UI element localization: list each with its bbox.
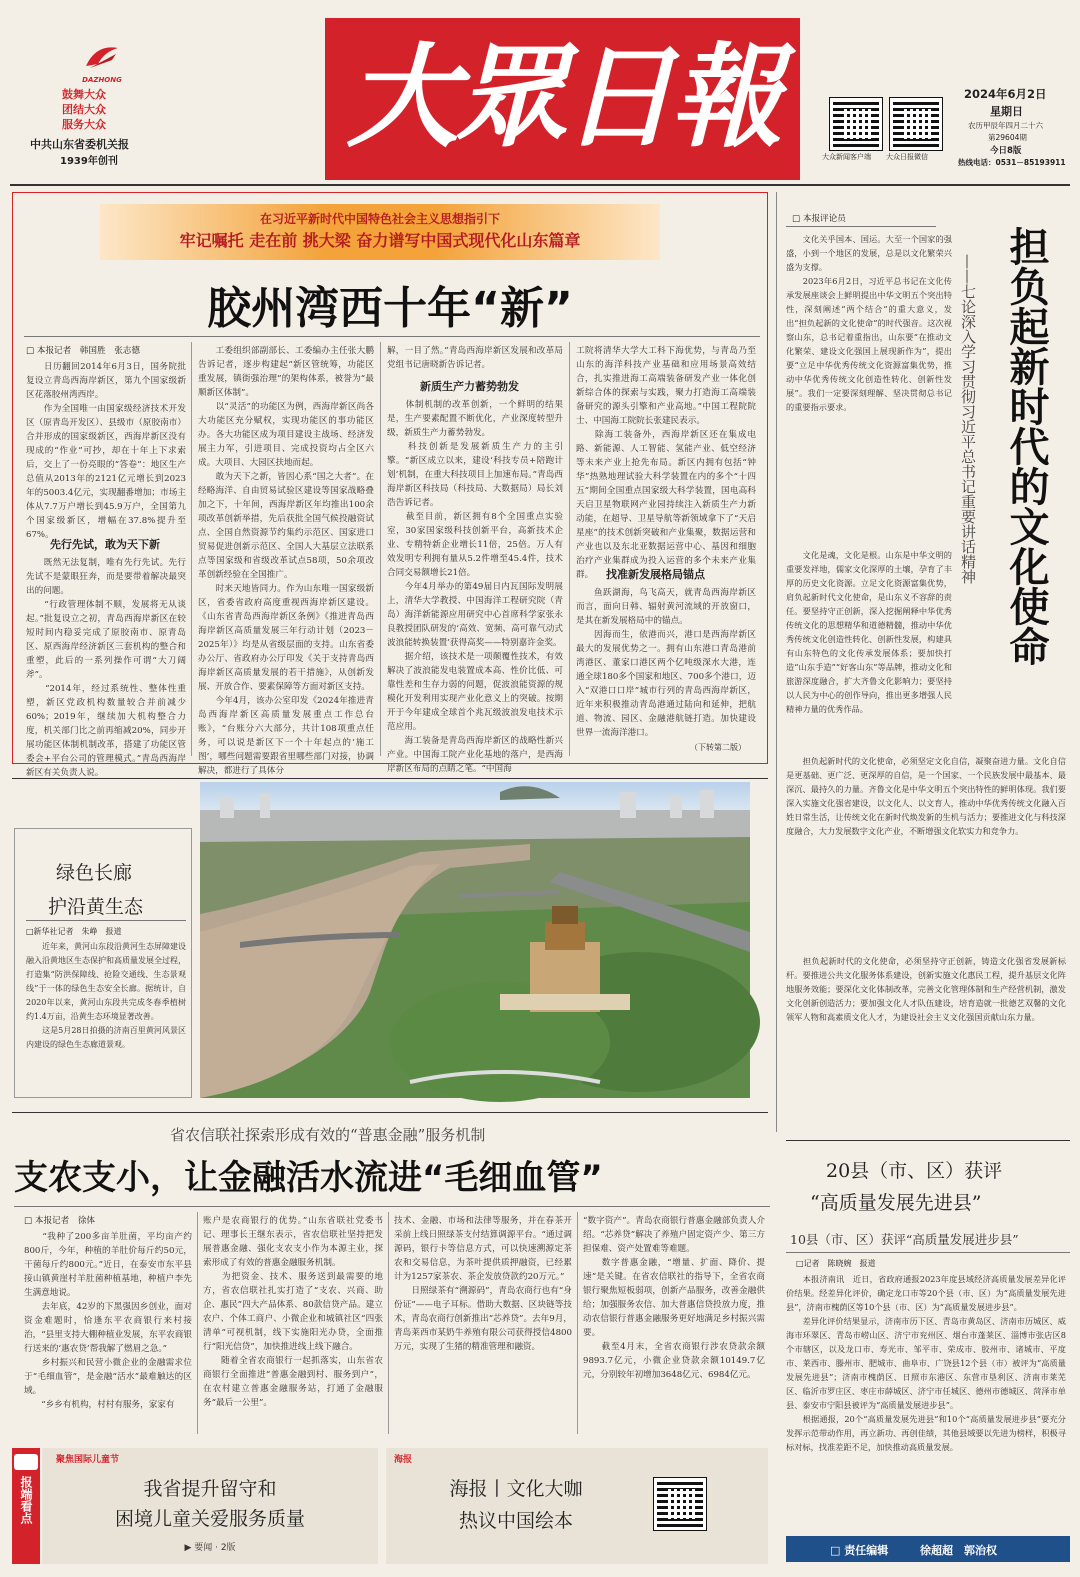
teaser-2[interactable] [386,1448,768,1564]
lead-col-2: 工委组织部副部长、工委编办主任张大鹏告诉记者，逐步构建起“新区管统筹，功能区重发展，镇街强治理”的架构体系，被誉为“最顺新区体制”。 以“灵活”的功能区为例，西海岸新区尚各大功能区充分赋权，实现功能区的事功能区办。各大功能区成为项目建设主战场、经济发展主力军，引进项目、完成投资均占全区六成。大项目、大园区扶地而起。 敢为天下之新，皆因心系“国之大者”。在经略海洋、自由贸易试验区建设等国家战略叠加之下，十年间，西海岸新区年均推出100余项改革创新举措，先后获批全国气候投融资试点、全国自然资源节约集约示范区、国家进口贸易促进创新示范区、全国人大基层立法联系点等国家级和省级改革试点58项，50余项改革创新经验在全国推广。 时来天地皆同力。作为山东唯一国家级新区，省委省政府高度重视西海岸新区建设。《山东省青岛西海岸新区条例》《推进青岛西海岸新区高质量发展三年行动计划（2023－2025年）》均是从省级层面的支持。山东省委办公厅、省政府办公厅印发《关于支持青岛西海岸新区高质量发展的若干措施》，从创新发展、开放合作、要素保障等方面对新区支持。 今年4月，该办公室印发《2024年推进青岛西海岸新区高质量发展重点工作总台账》，“台账分六大部分，共计108项重点任务，可以说是新区下一个十年起点的‘施工图’，哪些问题需要跟省里哪些部门对接，协调解决，都进行了具体分 [198,346,374,776]
footer-side-tab [12,1448,40,1564]
nameplate [325,18,800,180]
commentary-title [1000,226,1064,666]
lead-headline: 胶州湾西十年“新” [207,283,573,334]
award-subhead: 10县（市、区）获评“高质量发展进步县” [790,1232,1019,1247]
continued-note[interactable]: （下转第二版） [690,743,746,752]
slogan-1: 鼓舞大众 [62,88,106,101]
finance-col-4: “数字资产”。青岛农商银行普惠金融部负责人介绍。“芯养贷”解决了养殖户固定资产少、第三方担保难、资产处置难等难题。 数字普惠金融，“增量、扩面、降价、提速”是关键。在省农信联社的指导下，全省农商银行聚焦短板弱项，创新产品服务，改善金融供给；加强服务农信、加大普惠信贷投放力度，推动农信银行普惠金融服务更好地满足乡村振兴需要。 截至4月末，全省农商银行涉农贷款余额9893.7亿元，小微企业贷款余额10149.7亿元，分别较年初增加3648亿元、6984亿元。 [583,1216,765,1380]
footer-side-text: 报端看点 [19,1476,33,1524]
mini-logo-icon [14,1454,38,1470]
issue-number: 第29604期 [988,133,1027,142]
logo-text: DAZHONG [82,76,122,84]
slogan-3: 服务大众 [62,118,106,131]
lead-col-4b: 鱼跃湖海，鸟飞高天，就青岛西海岸新区而言，面向日韩、辐射黄河流域的开放窗口，是其在新发展格局中的锚点。 因海而生，依港而兴，港口是西海岸新区最大的发展优势之一。拥有山东港口青岛港前湾港区、董家口港区两个亿吨级深水大港，连通全球180多个国家和地区、700多个港口，迈入“双港口口岸”城市行列的青岛西海岸新区，近年来积极推动青岛港通过陆向和延伸，把航道、物流、园区、金融港航链打造。加快建设世界一流海洋港口。 [576,588,756,738]
qr-label-app: 大众新闻客户端 [822,153,871,161]
photo-frame [14,828,192,1098]
finance-col-3: 技术、金融、市场和法律等服务，并在春茶开采前上线日照绿茶支付结算调源平台。“通过调源码，银行卡等信息方式，可以快速溯源定茶农和交易信息，为茶叶提供质押融资，已经累计为1257家茶农、茶企发放贷款约20万元。” 日照绿茶有“溯源码”，青岛农商行也有“身份证”——电子耳标。借助大数据、区块链等技术，青岛农商行创新推出“芯养贷”。去年9月，青岛莱西市某奶牛养殖有限公司获得授信4800万元，实现了生猪的精准管理和融资。 [394,1216,572,1352]
finance-headline: 支农支小，让金融活水流进“毛细血管” [14,1158,603,1198]
commentary-p3: 担负起新时代的文化使命，必须坚定文化自信，凝聚奋进力量。文化自信是更基础、更广泛、更深厚的自信，是一个国家、一个民族发展中最基本、最深沉、最持久的力量。齐鲁文化是中华文明五个突出特性的鲜明体现。我们要深入实施文化强省建设，以文化人、以文育人，推动中华优秀传统文化融入百姓日常生活，让传统文化在新时代焕发新的生机与活力；要推进文化与科技深度融合，大力发展数字文化产业，不断增强文化软实力和竞争力。 [786,756,1066,836]
banner-top: 在习近平新时代中国特色社会主义思想指引下 [259,212,500,226]
teaser-2-tag: 海报 [394,1455,413,1465]
lead-col-4a: 工院将清华大学大工科下海优势，与青岛乃至山东的海洋科技产业基础和应用场景高效结合，扎实推进海工高端装备研发产业一体化创新综合体的探索与实践，聚力打造海工高端装备研究的源头引擎和产业高地。”中国工程院院士、中国海工院院长张建民表示。 除海工装备外，西海岸新区还在集成电路、新能源、人工智能、氢能产业、低空经济等未来产业上抢先布局。新区内拥有包括“钟华”热熟地理试验大科学装置在内的多个“十四五”期间全国重点国家级大科学装置，国电高科天启卫星物联网产业园持续注入新质生产力新动能，在超导、卫星导航等新领域拿下了“天启星座”的技术创新突破和产业集聚，数据运营和产业也以及东北亚数据运营中心、基因和细胞治疗产业集群成为投入运营的多个未来产业集群。 [576,346,756,580]
photo-headline-2: 护沿黄生态 [48,896,144,918]
slogan-2: 团结大众 [62,103,106,116]
commentary-p1: 文化关乎国本、国运。大至一个国家的强盛，小到一个地区的发展，总是以文化繁荣兴盛为支撑。 2023年6月2日，习近平总书记在文化传承发展座谈会上鲜明提出中华文明五个突出特性，深刻阐述“两个结合”的重大意义，发出“担负起新的文化使命”的时代强音。这次视察山东，总书记着重指出，山东要“在推动文化繁荣、建设文化强国上展现新作为”，提出要“立足中华优秀传统文化资源富集优势，推动中华优秀传统文化创造性转化、创新性发展”。我们一定要深刻理解、坚决贯彻总书记的重要指示要求。 [786,234,952,412]
hotline: 热线电话：0531－85193911 [958,158,1066,167]
teaser-1-line2: 困境儿童关爱服务质量 [114,1508,305,1530]
teaser-1[interactable] [42,1448,378,1564]
teaser-1-tag: 聚焦国际儿童节 [56,1455,120,1465]
lead-col-3a: 解，一目了然。”青岛西海岸新区发展和改革局党组书记唐晓新告诉记者。 [387,346,563,370]
paper-name: 大眾日報 [346,32,779,163]
lead-col-1a: 日历翻回2014年6月3日，国务院批复设立青岛西海岸新区，第九个国家级新区花落胶州湾西岸。 作为全国唯一由国家级经济技术开发区（原青岛开发区）、县级市（原胶南市）合并形成的国家级新区，西海岸新区没有现成的“作业”可抄，却在十年上下求索后，交上了一份亮眼的“答卷”：地区生产总值从2013年的2121亿元增长到2023年的5003.4亿元，实现翻番增加；市场主体从7.7万户增长到45.9万户，全国第九个国家级新区，增幅在37.8%提升至67%。 [26,362,186,540]
masthead [0,0,1080,185]
photo-headline-1: 绿色长廊 [56,862,133,884]
award-body: 本报济南讯 近日，省政府通报2023年度县域经济高质量发展差异化评价结果。经差异化评价，确定龙口市等20个县（市、区）为“高质量发展先进县”，济南市槐荫区等10个县（市、区）为“高质量发展进步县”。 差异化评价结果显示，济南市历下区、青岛市黄岛区、济南市历城区、威海市环翠区、青岛市崂山区、济宁市兖州区、烟台市蓬莱区、淄博市张店区8个市辖区，以及龙口市、寿光市、邹平市、荣成市、胶州市、诸城市、平度市、莱西市、滕州市、肥城市、曲阜市、广饶县12个县（市）被评为“高质量发展先进县”；济南市槐荫区、日照市东港区、东营市垦利区、济南市莱芜区、临沂市罗庄区、枣庄市薛城区、济宁市任城区、德州市德城区、菏泽市单县、泰安市宁阳县被评为“高质量发展进步县”。 根据通报，20个“高质量发展先进县”和10个“高质量发展进步县”要充分发挥示范带动作用，再立新功、再创佳绩，其他县域要以先进为榜样，积极寻标对标，找准差距不足，加快推动高质量发展。 [786,1274,1066,1452]
lead-byline: □ 本报记者 韩国胜 张志德 [26,346,140,356]
issue-date: 2024年6月2日 [964,87,1047,101]
teaser-2-line1: 海报丨文化大咖 [449,1478,583,1500]
commentary-subtitle [958,254,988,584]
award-headline-1: 20县（市、区）获评 [826,1160,1003,1182]
commentary-p2: 文化是魂，文化是根。山东是中华文明的重要发祥地，儒家文化深厚的土壤，孕育了丰厚的历史文化资源。立足文化资源富集优势，肩负起新时代文化使命，是山东义不容辞的责任。要坚持守正创新，深入挖掘阐释中华优秀传统文化的思想精华和道德精髓，推动中华优秀传统文化创造性转化、创新性发展，构建具有山东特色的文化传承发展体系；要加快打造“山东手造”“好客山东”等品牌，推动文化和旅游深度融合，扩大齐鲁文化影响力；要坚持以人民为中心的创作导向，推出更多增强人民精神力量的优秀作品。 [786,550,952,714]
weekday: 星期日 [990,105,1023,118]
qr-code-wechat[interactable] [890,98,942,150]
lunar-date: 农历甲辰年四月二十六 [968,121,1043,130]
dazhong-logo [82,42,122,76]
lead-subhead-1: 先行先试，敢为天下新 [50,538,160,551]
photo-caption: 近年来，黄河山东段沿黄河生态屏障建设融入沿黄地区生态保护和高质量发展全过程，打造集“防洪保障线、抢险交通线、生态景观线”于一体的绿色生态安全长廊。据统计，自2020年以来，黄河山东段共完成冬春季植树约1.4万亩，沿黄生态环境显著改善。 这是5月28日拍摄的济南百里黄河风景区内建设的绿色生态廊道景观。 [26,942,186,1049]
teaser-2-line2: 热议中国绘本 [458,1510,573,1532]
award-byline: □记者 陈晓婉 报道 [796,1259,876,1268]
finance-kicker: 省农信联社探索形成有效的“普惠金融”服务机制 [170,1126,486,1144]
photo-byline: □新华社记者 朱峥 报道 [26,927,122,936]
commentary-p4: 担负起新时代的文化使命，必须坚持守正创新，铸造文化强省发展新标杆。要推进公共文化服务体系建设，创新实施文化惠民工程，提升基层文化阵地服务效能；要深化文化体制改革，完善文化管理体制和生产经营机制，激发文化创新创造活力；要加强文化人才队伍建设，培育造就一批德艺双馨的文化领军人物和高素质文化人才，为建设社会主义文化强国贡献山东力量。 [786,956,1066,1022]
qr-label-wechat: 大众日报微信 [886,153,928,161]
editors-names: 徐超超 郭治权 [920,1544,997,1557]
founded: 1939年创刊 [60,156,118,167]
commentary-byline: □ 本报评论员 [792,214,846,224]
lead-col-1b: 既然无法复制，唯有先行先试。先行先试不是蒙眼狂奔，而是要带着解决最突出的问题。 “行政管理体制不顺，发展将无从谈起。”批复设立之初，青岛西海岸新区在较短时间内稳妥完成了原胶南市、原青岛区、原西海岸经济新区三套机构的整合和重塑，此后的一系列操作可谓“大刀阔斧”。 “2014年，经过系统性、整体性重塑，新区党政机构数量较合并前减少60%；2019年，继续加大机构整合力度，机关部门比之前再缩减20%，同步开展功能区体制机制改革，搭建了功能区管委会+平台公司的管理模式。”青岛西海岸新区有关负责人说。 [26,558,186,778]
commentary-subtitle-text: ——七论深入学习贯彻习近平总书记重要讲话精神 [959,254,977,584]
banner-main: 牢记嘱托 走在前 挑大梁 奋力谱写中国式现代化山东篇章 [179,231,581,250]
editors-bar [786,1536,1070,1562]
qr-code-app[interactable] [830,98,882,150]
finance-col-1: “我种了200多亩羊肚菌，平均亩产约800斤，今年，种植的羊肚价每斤约50元，干菌每斤约800元。”近日，在泰安市东平县接山镇黄崖村羊肚菌种植基地，种植户李先生满意地说。 去年底，42岁的下黑强因乡创业，面对资金难题时，恰逢东平农商银行来村接治，“县里支持大棚种植业发展，东平农商银行送来的‘惠农贷’帮我解了燃眉之急。” 乡村振兴和民营小微企业的金融需求位于“毛细血管”，是金融“活水”最难触达的区域。 “乡乡有机构，村村有服务，家家有 [24,1232,192,1410]
finance-col-2: 账户是农商银行的优势。”山东省联社党委书记、理事长王继东表示，省农信联社坚持把发展普惠金融、强化支农支小作为本源主业，探索形成了有效的普惠金融服务机制。 为把资金、技术、服务送到最需要的地方，省农信联社扎实打造了“支农、兴商、助企、惠民”四大产品体系、80款信贷产品。建立农户、个体工商户、小微企业和城镇社区“四张清单”可视机制，线下实施阳光办贷，全面推行“阳光信贷”，加快推进线上线下融合。 随着全省农商银行一起抓落实，山东省农商银行全面推进“普惠金融到村、服务到户”，在农村建立普惠金融服务站，打通了金融服务“最后一公里”。 [203,1216,383,1408]
lead-subhead-2: 新质生产力蓄势勃发 [420,380,519,393]
award-headline-2: “高质量发展先进县” [810,1192,982,1214]
lead-subhead-3: 找准新发展格局锚点 [606,568,705,581]
teaser-1-line1: 我省提升留守和 [143,1478,277,1500]
theme-banner [100,204,660,260]
publisher: 中共山东省委机关报 [30,138,129,151]
editors-label: □ 责任编辑 [830,1544,889,1557]
lead-col-3b: 体制机制的改革创新，一个鲜明的结果是，生产要素配置不断优化，产业深度转型升级，新质生产力蓄势勃发。 科技创新是发展新质生产力的主引擎。“新区成立以来，建设‘科技专员+陪跑计划’机制，在重大科技项目上加速布局。”青岛西海岸新区科技局（科技局、大数据局）局长刘浩告诉记者。 截至目前，新区拥有8个全国重点实验室，30家国家级科技创新平台，高新技术企业、专精特新企业增长11倍，25倍。万人有效发明专利拥有量从5.2件增至45.4件，技术合同交易额增长21倍。 今年4月举办的第49届日内瓦国际发明展上，清华大学教授、中国海洋工程研究院（青岛）海洋新能源应用研究中心首席科学家张永良教授团队研发的‘高效、宽频、高可靠气动式波浪能转换装置’获得高奖——特别嘉许金奖。 据介绍，该技术是一项颠覆性技术，有效解决了波浪能发电装置成本高、性价比低、可靠性差和生存力弱的问题，促波浪能资源的规模化开发利用实现产业化意义上的突破。按期开于今年建成全球首个兆瓦级波浪发电技术示范应用。 海工装备是青岛西海岸新区的战略性新兴产业。中国海工院产业化基地的落户，是西海岸新区布局的点睛之笔。“中国海 [387,400,563,774]
finance-byline: □ 本报记者 徐体 [24,1216,96,1226]
yellow-river-photo [200,782,750,1098]
commentary-title-text: 担负起新时代的文化使命 [1003,226,1049,666]
page-count: 今日8版 [990,146,1022,156]
qr-code-poster[interactable] [654,1478,706,1530]
teaser-1-more[interactable]: ▶ 要闻 · 2版 [184,1543,236,1553]
